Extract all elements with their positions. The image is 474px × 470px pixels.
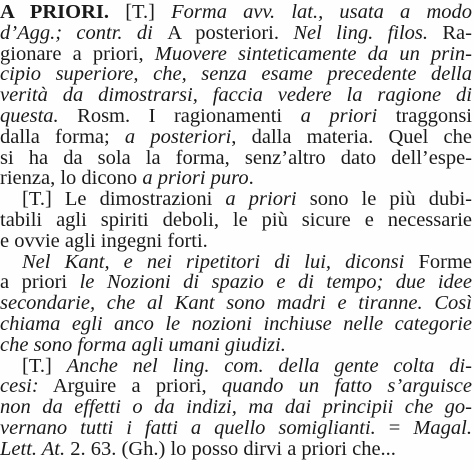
text-segment: le Nozioni di spazio e di tempo; due idee	[79, 271, 472, 294]
headword: A PRIORI.	[0, 1, 110, 23]
text-segment: cipio superiore, che, senza esame precedente della	[0, 63, 472, 86]
text-segment: e ovvie agli ingegni forti.	[0, 229, 208, 252]
text-segment: dalla forma;	[0, 125, 125, 148]
text-segment: Arguire a priori,	[38, 375, 222, 398]
text-segment: si ha da sola la forma, senz’altro dato dell’espe-	[0, 146, 472, 169]
text-segment: gionare a priori,	[0, 42, 155, 65]
text-segment: Nel Kant, e nei ripetitori di lui, diconsi	[22, 250, 405, 273]
text-segment: Anche nel ling. com. della gente colta di-	[66, 354, 472, 377]
text-segment: questa.	[0, 105, 59, 127]
text-segment: [T.] Le dimostrazioni	[22, 188, 226, 211]
text-segment: 2. 63. (Gh.) lo posso dirvi a priori che...	[65, 437, 396, 460]
text-segment: a priori	[0, 271, 80, 294]
text-segment: .	[248, 167, 254, 190]
text-segment: d’Agg.; contr. di	[0, 21, 168, 44]
text-segment: a posteriori	[124, 125, 232, 148]
text-segment: secondarie, che al Kant sono madri e tiranne. Così	[0, 292, 472, 315]
text-segment: verità da dimostrarsi, faccia vedere la ragione di	[0, 84, 472, 107]
text-segment: a priori puro	[142, 167, 249, 190]
text-segment: , dalla materia. Quel che	[231, 125, 472, 148]
text-segment: A posteriori.	[167, 21, 294, 44]
text-segment: Lett. At.	[0, 437, 66, 460]
text-segment: Rosm.	[58, 105, 149, 127]
text-segment: non da effetti o da indizi, ma dai principii che go-	[0, 396, 472, 419]
text-segment: traggonsi	[377, 105, 472, 127]
text-line	[0, 437, 472, 461]
text-segment: quando un fatto s’arguisce	[221, 375, 472, 398]
text-segment: rienza, lo dicono	[0, 167, 143, 190]
text-segment: a priori	[225, 188, 297, 211]
text-segment: Magal.	[413, 417, 472, 439]
text-segment: cesi:	[0, 375, 39, 398]
text-segment: Forma avv. lat., usata a modo	[171, 1, 472, 23]
text-segment: vernano tutti i fatti a quello somiglianti.	[0, 417, 376, 439]
text-segment: Forme	[404, 250, 472, 273]
text-segment: [T.]	[22, 354, 67, 377]
text-segment: I ragionamenti	[148, 105, 301, 127]
text-segment: Muovere sinteticamente da un prin-	[154, 42, 472, 65]
text-segment: Ra-	[428, 21, 472, 44]
text-segment: chiama egli anco le nozioni inchiuse nelle categorie	[0, 313, 472, 335]
text-segment: [T.]	[109, 1, 172, 23]
text-segment: Nel ling. filos.	[293, 21, 429, 44]
text-segment: tabili agli spiriti deboli, le più sicure e necessarie	[0, 209, 472, 231]
text-segment: =	[375, 417, 414, 439]
text-segment: sono le più dubi-	[296, 188, 472, 211]
text-segment: che sono forma agli umani giudizi.	[0, 333, 286, 356]
text-segment: a priori	[300, 105, 378, 127]
